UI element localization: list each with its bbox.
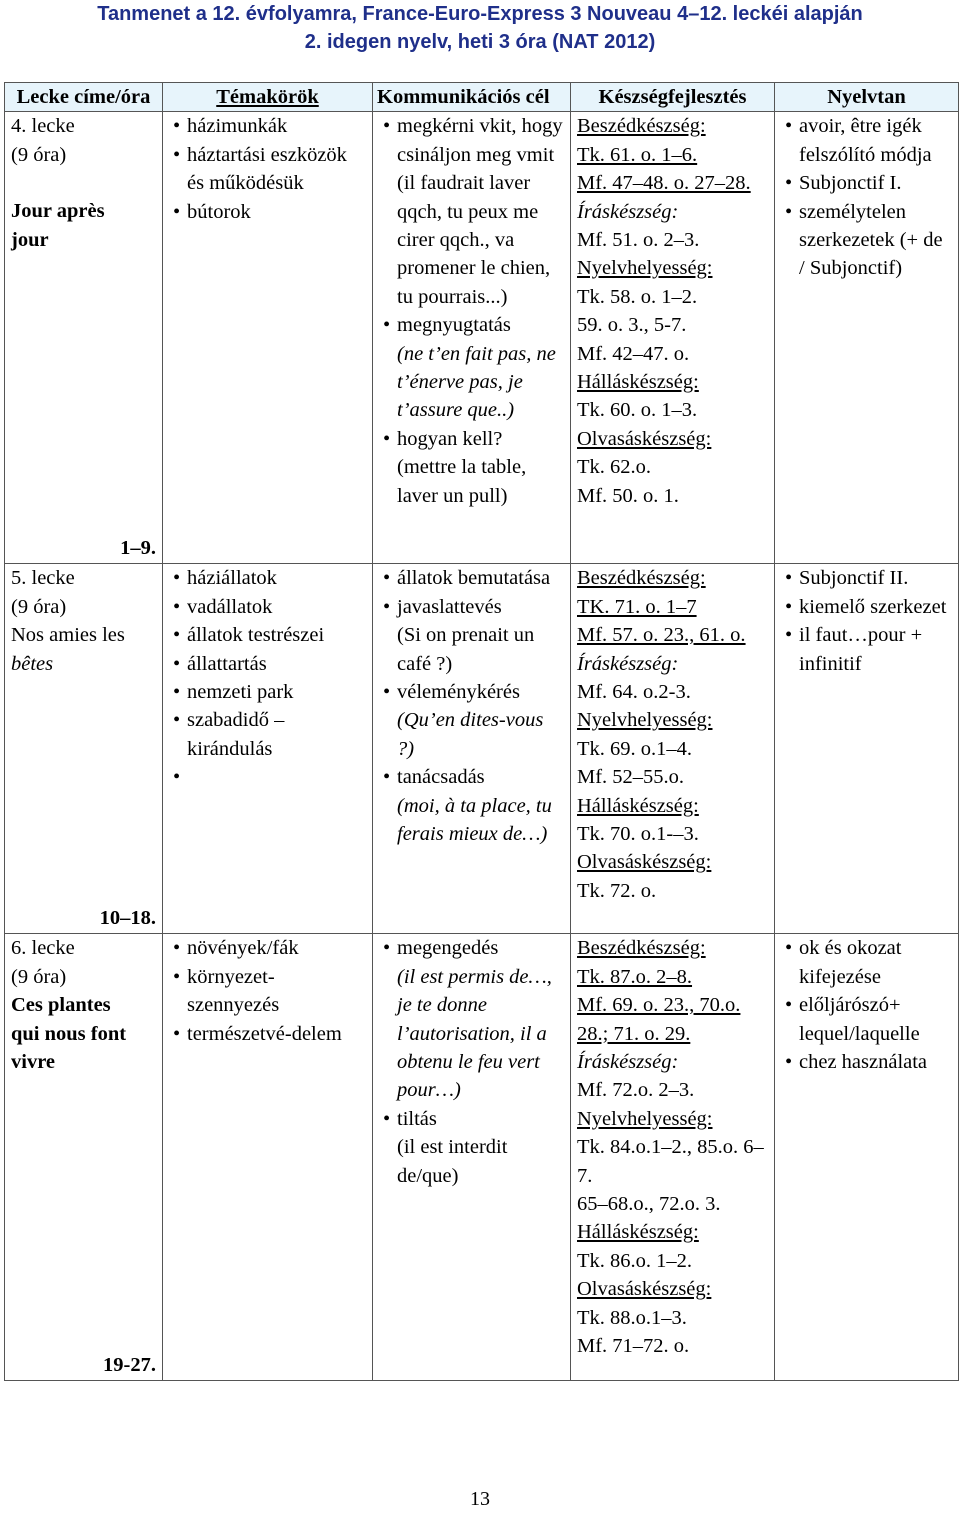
skill-label: Nyelvhelyesség: bbox=[577, 257, 713, 280]
lecke-title bbox=[11, 621, 156, 678]
list-item: • kiemelő szerkezet bbox=[781, 593, 952, 621]
lecke-title-line: Nos amies les bbox=[11, 624, 125, 647]
skill-reference: Mf. 47–48. o. 27–28. bbox=[577, 172, 751, 195]
table-header-row bbox=[5, 83, 959, 112]
lecke-title-line: Ces plantes bbox=[11, 994, 111, 1017]
skill-label: Hálláskészség: bbox=[577, 371, 699, 394]
kommunikacios-cell bbox=[373, 934, 571, 1381]
list-item: • természetvé-delem bbox=[169, 1020, 366, 1048]
list-item bbox=[379, 564, 564, 592]
nyelvtan-cell bbox=[775, 934, 959, 1381]
skill-reference: Tk. 70. o.1-–3. bbox=[577, 823, 699, 846]
list-item: • háziállatok bbox=[169, 564, 366, 592]
list-item: • Subjonctif I. bbox=[781, 169, 952, 197]
skill-reference: TK. 71. o. 1–7 bbox=[577, 595, 697, 618]
list-item: • Subjonctif II. bbox=[781, 564, 952, 592]
lecke-hours: (9 óra) bbox=[11, 143, 67, 166]
table-row bbox=[5, 564, 959, 934]
list-item: • vadállatok bbox=[169, 593, 366, 621]
skill-reference: Mf. 72.o. 2–3. bbox=[577, 1079, 695, 1102]
komm-goal: tiltás bbox=[397, 1107, 437, 1130]
list-item bbox=[379, 311, 564, 425]
temakorok-list bbox=[169, 934, 366, 1048]
list-item: • növények/fák bbox=[169, 934, 366, 962]
lecke-hours: (9 óra) bbox=[11, 595, 67, 618]
komm-example: (Si on prenait un café ?) bbox=[397, 624, 535, 675]
nyelvtan-cell bbox=[775, 564, 959, 934]
lecke-number: 6. lecke bbox=[11, 937, 75, 960]
lecke-cell bbox=[5, 564, 163, 934]
nyelvtan-cell bbox=[775, 112, 959, 564]
skill-label: Íráskészség: bbox=[577, 652, 679, 675]
list-item bbox=[379, 1105, 564, 1190]
list-item: • chez használata bbox=[781, 1048, 952, 1076]
skill-label: Hálláskészség: bbox=[577, 1221, 699, 1244]
list-item: • avoir, être igék felszólító módja bbox=[781, 112, 952, 169]
skill-label: Beszédkészség: bbox=[577, 937, 706, 960]
lecke-title bbox=[11, 991, 156, 1076]
komm-example: (il faudrait laver qqch, tu peux me cirer qqch., va promener le chien, tu pourrais...) bbox=[397, 172, 551, 308]
skill-label: Íráskészség: bbox=[577, 200, 679, 223]
skill-reference: Tk. 84.o.1–2., 85.o. 6–7. bbox=[577, 1136, 764, 1187]
lecke-lesson-range: 1–9. bbox=[120, 537, 156, 559]
skill-label: Beszédkészség: bbox=[577, 567, 706, 590]
komm-goal: javaslattevés bbox=[397, 595, 502, 618]
table-row bbox=[5, 112, 959, 564]
kommunikacios-list bbox=[379, 112, 564, 510]
list-item: • ok és okozat kifejezése bbox=[781, 934, 952, 991]
kommunikacios-list bbox=[379, 934, 564, 1190]
list-item: • nemzeti park bbox=[169, 678, 366, 706]
skill-reference: Tk. 61. o. 1–6. bbox=[577, 143, 698, 166]
lecke-number: 5. lecke bbox=[11, 567, 75, 590]
lecke-lesson-range: 19-27. bbox=[103, 1354, 156, 1376]
skill-label: Hálláskészség: bbox=[577, 794, 699, 817]
skill-label: Olvasáskészség: bbox=[577, 1278, 712, 1301]
temakorok-cell bbox=[163, 112, 373, 564]
list-item: • személytelen szerkezetek (+ de / Subjonctif) bbox=[781, 198, 952, 283]
skill-label: Íráskészség: bbox=[577, 1051, 679, 1074]
list-item: • állatok testrészei bbox=[169, 621, 366, 649]
lecke-title-line: jour bbox=[11, 228, 49, 251]
lecke-title bbox=[11, 197, 156, 254]
list-item: • háztartási eszközök és működésük bbox=[169, 141, 366, 198]
lecke-title-line: bêtes bbox=[11, 652, 54, 675]
list-item bbox=[379, 112, 564, 311]
column-header-temakorok: Témakörök bbox=[163, 83, 373, 112]
list-item bbox=[379, 763, 564, 848]
skill-reference: Mf. 57. o. 23., 61. o. bbox=[577, 624, 746, 647]
skill-reference: Tk. 87.o. 2–8. bbox=[577, 965, 693, 988]
temakorok-list bbox=[169, 564, 366, 763]
lecke-block bbox=[11, 934, 156, 1379]
skill-label: Olvasáskészség: bbox=[577, 851, 712, 874]
skill-reference: Mf. 69. o. 23., 70.o. 28.; 71. o. 29. bbox=[577, 994, 741, 1045]
nyelvtan-list bbox=[781, 934, 952, 1076]
list-item: • szabadidő – kirándulás bbox=[169, 706, 366, 763]
keszseg-cell bbox=[571, 934, 775, 1381]
lecke-number: 4. lecke bbox=[11, 115, 75, 138]
lecke-cell bbox=[5, 112, 163, 564]
skill-reference: 65–68.o., 72.o. 3. bbox=[577, 1193, 721, 1216]
skill-reference: Tk. 88.o.1–3. bbox=[577, 1306, 687, 1329]
temakorok-cell bbox=[163, 934, 373, 1381]
skill-reference: Mf. 71–72. o. bbox=[577, 1335, 690, 1358]
page-number: 13 bbox=[470, 1488, 490, 1510]
lecke-lesson-range: 10–18. bbox=[99, 907, 156, 929]
lecke-title-line: vivre bbox=[11, 1051, 56, 1074]
lecke-block bbox=[11, 112, 156, 562]
table-row bbox=[5, 934, 959, 1381]
list-item: • bútorok bbox=[169, 198, 366, 226]
nyelvtan-list bbox=[781, 112, 952, 282]
komm-goal: hogyan kell? bbox=[397, 427, 503, 450]
komm-goal: megnyugtatás bbox=[397, 314, 511, 337]
skill-reference: Tk. 86.o. 1–2. bbox=[577, 1249, 693, 1272]
keszseg-cell bbox=[571, 112, 775, 564]
column-header-nyelvtan: Nyelvtan bbox=[775, 83, 959, 112]
kommunikacios-list bbox=[379, 564, 564, 848]
skill-label: Olvasáskészség: bbox=[577, 427, 712, 450]
list-item: • házimunkák bbox=[169, 112, 366, 140]
temakorok-list bbox=[169, 112, 366, 226]
skill-reference: Mf. 51. o. 2–3. bbox=[577, 229, 700, 252]
nyelvtan-list bbox=[781, 564, 952, 678]
list-item: • környezet-szennyezés bbox=[169, 963, 366, 1020]
list-item bbox=[379, 678, 564, 763]
document-title: Tanmenet a 12. évfolyamra, France-Euro-Express 3 Nouveau 4–12. leckéi alapján bbox=[97, 3, 863, 25]
komm-goal: megengedés bbox=[397, 937, 499, 960]
list-item bbox=[379, 425, 564, 510]
skill-label: Beszédkészség: bbox=[577, 115, 706, 138]
skill-label: Nyelvhelyesség: bbox=[577, 709, 713, 732]
skill-reference: Tk. 62.o. bbox=[577, 456, 652, 479]
komm-example: (moi, à ta place, tu ferais mieux de…) bbox=[397, 794, 552, 846]
lecke-hours: (9 óra) bbox=[11, 965, 67, 988]
komm-goal: véleménykérés bbox=[397, 681, 520, 704]
komm-example: (ne t’en fait pas, ne t’énerve pas, je t’assure que..) bbox=[397, 342, 556, 422]
skill-reference: Mf. 42–47. o. bbox=[577, 342, 690, 365]
kommunikacios-cell bbox=[373, 112, 571, 564]
komm-example: (mettre la table, laver un pull) bbox=[397, 456, 527, 507]
keszseg-cell bbox=[571, 564, 775, 934]
list-item bbox=[379, 934, 564, 1104]
lecke-title-line: Jour après bbox=[11, 200, 105, 223]
lecke-title-line: qui nous font bbox=[11, 1022, 127, 1045]
skill-reference: Tk. 58. o. 1–2. bbox=[577, 285, 698, 308]
temakorok-cell bbox=[163, 564, 373, 934]
skill-reference: Mf. 52–55.o. bbox=[577, 766, 685, 789]
column-header-keszseg: Készségfejlesztés bbox=[571, 83, 775, 112]
komm-goal: állatok bemutatása bbox=[397, 567, 551, 590]
lecke-cell bbox=[5, 934, 163, 1381]
document-subtitle: 2. idegen nyelv, heti 3 óra (NAT 2012) bbox=[304, 31, 656, 53]
skill-reference: Tk. 69. o.1–4. bbox=[577, 737, 693, 760]
curriculum-table bbox=[4, 82, 959, 1381]
komm-example: (il est permis de…, je te donne l’autorisation, il a obtenu le feu vert pour…) bbox=[397, 965, 552, 1102]
skill-reference: Tk. 72. o. bbox=[577, 879, 657, 902]
kommunikacios-cell bbox=[373, 564, 571, 934]
skill-reference: Mf. 50. o. 1. bbox=[577, 484, 679, 507]
komm-example: (Qu’en dites-vous ?) bbox=[397, 709, 544, 760]
list-item: • előljárószó+ lequel/laquelle bbox=[781, 991, 952, 1048]
komm-goal: megkérni vkit, hogy csináljon meg vmit bbox=[397, 115, 563, 166]
komm-goal: tanácsadás bbox=[397, 766, 485, 789]
list-item: • állattartás bbox=[169, 650, 366, 678]
column-header-kommunikacios: Kommunikációs cél bbox=[373, 83, 571, 112]
column-header-lecke: Lecke címe/óra bbox=[5, 83, 163, 112]
list-item bbox=[379, 593, 564, 678]
list-item: • il faut…pour + infinitif bbox=[781, 621, 952, 678]
skill-reference: Mf. 64. o.2-3. bbox=[577, 681, 691, 704]
lecke-block bbox=[11, 564, 156, 932]
skill-reference: 59. o. 3., 5-7. bbox=[577, 314, 687, 337]
skill-label: Nyelvhelyesség: bbox=[577, 1107, 713, 1130]
skill-reference: Tk. 60. o. 1–3. bbox=[577, 399, 698, 422]
komm-example: (il est interdit de/que) bbox=[397, 1136, 508, 1187]
